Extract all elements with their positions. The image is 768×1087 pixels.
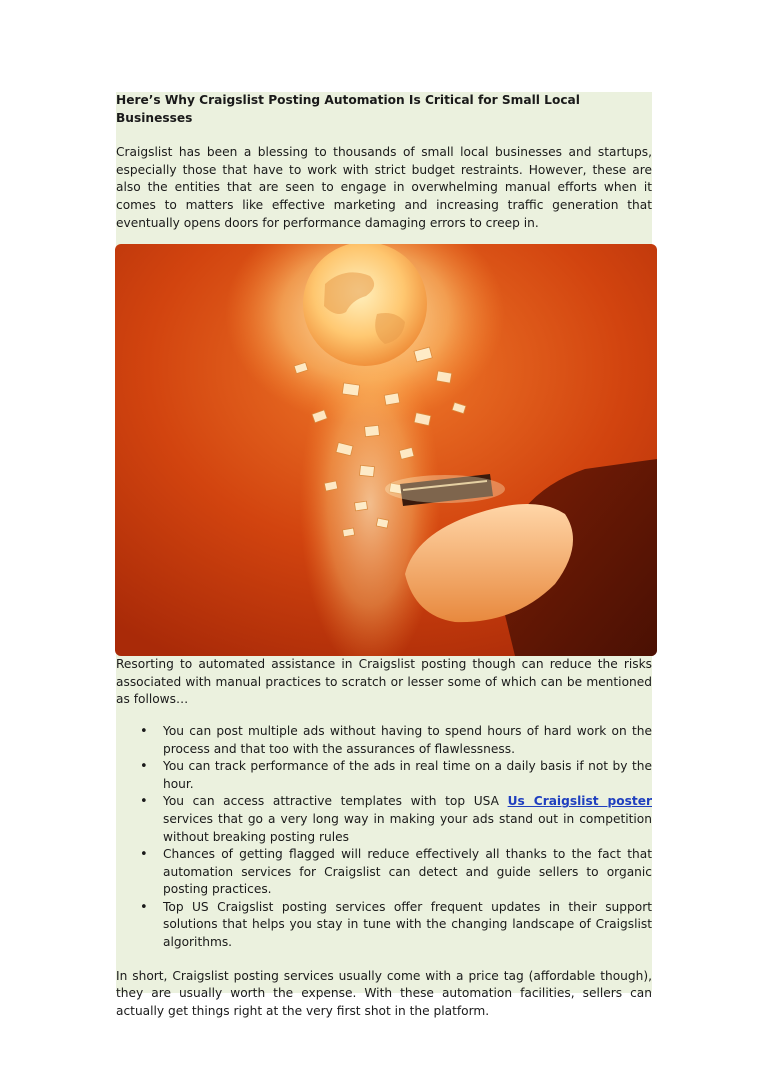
- list-item: • You can post multiple ads without having to spend hours of hard work on the process and that too with the assurances of flawlessness.: [140, 723, 652, 756]
- lead-in-paragraph: Resorting to automated assistance in Craigslist posting though can reduce the risks associated with manual practices to scratch or lesser some of which can be mentioned as follows…: [116, 657, 652, 707]
- bullet-icon: •: [140, 723, 148, 739]
- craigslist-poster-link[interactable]: Us Craigslist poster: [507, 794, 652, 809]
- list-item: • Top US Craigslist posting services offer frequent updates in their support solutions that helps you stay in tune with the changing landscape of Craigslist algorithms.: [140, 899, 652, 950]
- list-item: • Chances of getting flagged will reduce effectively all thanks to the fact that automation services for Craigslist can detect and guide sellers to organic posting practices.: [140, 847, 652, 897]
- benefits-list: [116, 723, 652, 952]
- list-item: • You can access attractive templates with top USA Us Craigslist poster services that go a very long way in making your ads stand out in competition without breaking posting rules: [140, 794, 652, 844]
- closing-paragraph: In short, Craigslist posting services usually come with a price tag (affordable though), they are usually worth the expense. With these automation facilities, sellers can actually get things right at the very first shot in the platform.: [116, 968, 652, 1018]
- document-title: Here’s Why Craigslist Posting Automation Is Critical for Small Local Businesses: [116, 93, 580, 125]
- intro-paragraph: Craigslist has been a blessing to thousands of small local businesses and startups, especially those that have to work with strict budget restraints. However, these are also the entities that are seen to engage in overwhelming manual efforts when it comes to matters like effective marketing and increasing traffic generation that eventually opens doors for performance damaging errors to creep in.: [116, 145, 652, 230]
- bullet-icon: •: [140, 759, 148, 775]
- bullet-icon: •: [140, 899, 148, 915]
- hero-image: [115, 244, 657, 656]
- bullet-icon: •: [140, 794, 148, 810]
- list-item: • You can track performance of the ads in real time on a daily basis if not by the hour.: [140, 759, 652, 791]
- bullet-icon: •: [140, 847, 148, 863]
- document-content: [116, 92, 652, 1020]
